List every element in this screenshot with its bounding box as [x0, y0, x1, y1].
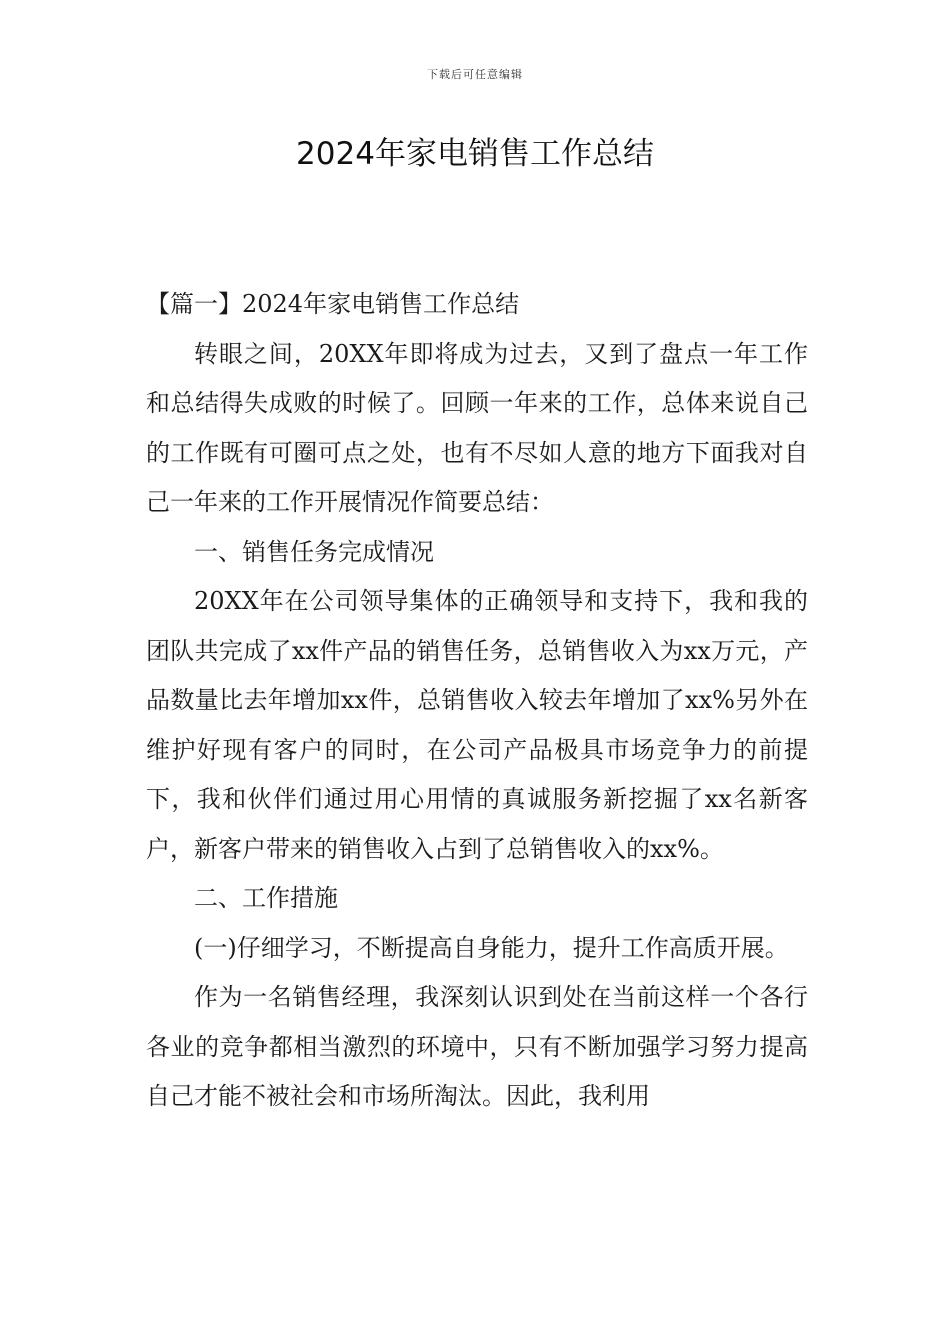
document-body — [146, 280, 808, 1122]
section-heading: 一、销售任务完成情况 — [194, 537, 434, 566]
header-note: 下载后可任意编辑 — [427, 68, 523, 81]
section-heading: 二、工作措施 — [194, 884, 338, 912]
document-title: 2024年家电销售工作总结 — [296, 136, 654, 172]
section-title: 【篇一】2024年家电销售工作总结 — [146, 290, 520, 318]
subsection-heading: (一)仔细学习，不断提高自身能力，提升工作高质开展。 — [194, 933, 789, 962]
paragraph: 20XX年在公司领导集体的正确领导和支持下，我和我的团队共完成了xx件产品的销售任务，总销售收入为xx万元，产品数量比去年增加xx件，总销售收入较去年增加了xx%另外在维护好现有客户的同时，在公司产品极具市场竞争力的前提下，我和伙伴们通过用心用情的真诚服务新挖掘了xx名新客户，新客户带来的销售收入占到了总销售收入的xx%。 — [146, 587, 808, 863]
paragraph: 转眼之间，20XX年即将成为过去，又到了盘点一年工作和总结得失成败的时候了。回顾一年来的工作，总体来说自己的工作既有可圈可点之处，也有不尽如人意的地方下面我对自己一年来的工作开展情况作简要总结： — [146, 339, 808, 516]
paragraph: 作为一名销售经理，我深刻认识到处在当前这样一个各行各业的竞争都相当激烈的环境中，只有不断加强学习努力提高自己才能不被社会和市场所淘汰。因此，我利用 — [146, 983, 808, 1110]
